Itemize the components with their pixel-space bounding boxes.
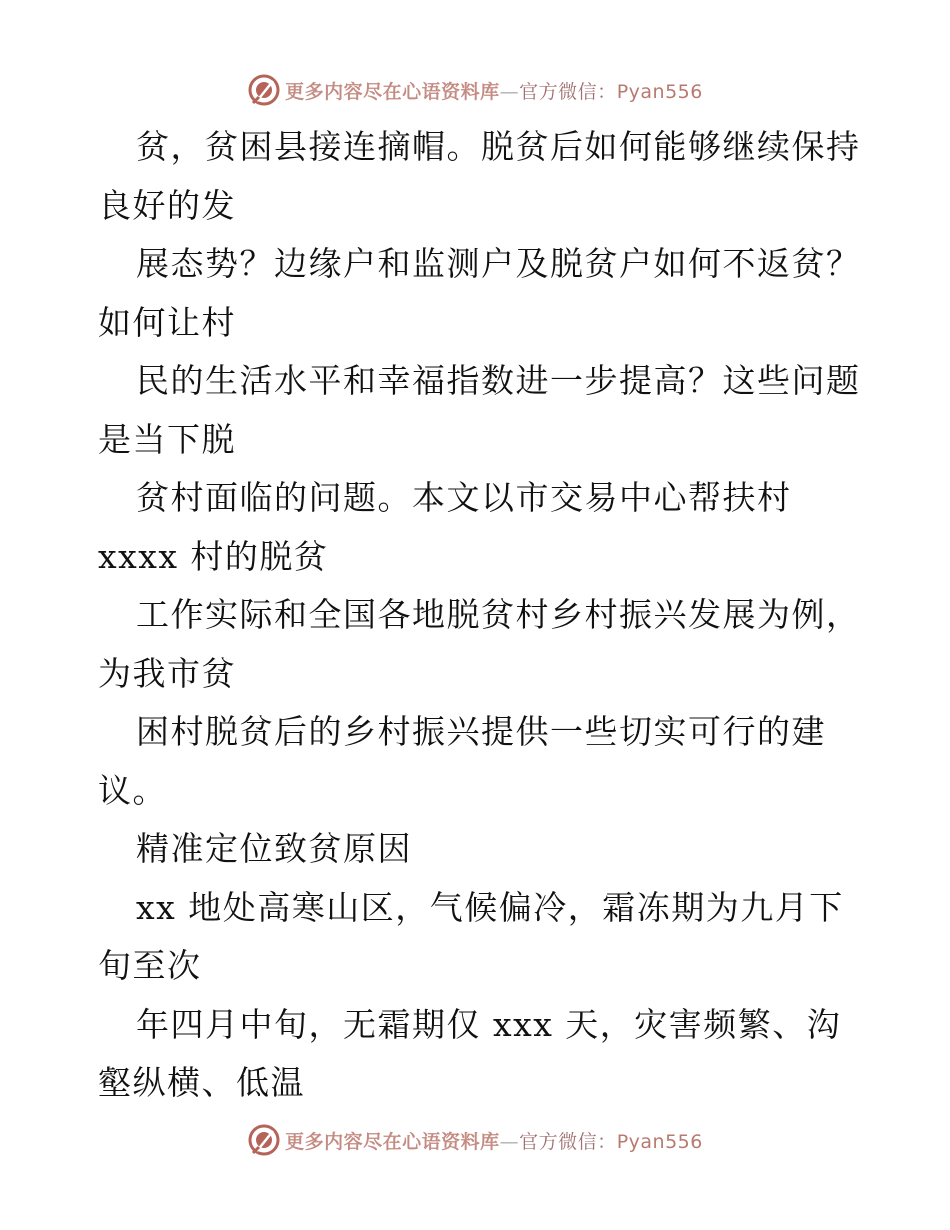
body-line: 贫，贫困县接连摘帽。脱贫后如何能够继续保持 <box>136 127 861 166</box>
header-banner <box>0 70 950 110</box>
footer-separator: — <box>499 1130 520 1153</box>
body-line: 为我市贫 <box>98 653 236 693</box>
body-line: 壑纵横、低温 <box>98 1063 305 1102</box>
footer-brand-name: 更多内容尽在心语资料库 <box>285 1130 500 1153</box>
body-line: 展态势？边缘户和监测户及脱贫户如何不返贫？ <box>136 244 861 283</box>
footer-banner-text <box>285 1127 703 1154</box>
footer-account-id: Pyan556 <box>616 1130 703 1153</box>
header-banner-text <box>285 77 703 104</box>
header-brand-name: 更多内容尽在心语资料库 <box>285 80 500 103</box>
seal-logo-icon <box>247 73 281 107</box>
body-line: 贫村面临的问题。本文以市交易中心帮扶村 <box>136 478 792 517</box>
body-line: xx 地处高寒山区，气候偏冷，霜冻期为九月下 <box>136 887 844 927</box>
body-line: 年四月中旬，无霜期仅 xxx 天，灾害频繁、沟 <box>136 1004 842 1044</box>
body-line: 困村脱贫后的乡村振兴提供一些切实可行的建 <box>136 712 826 751</box>
header-account-id: Pyan556 <box>616 80 703 103</box>
body-line: 议。 <box>98 770 167 810</box>
header-separator: — <box>499 80 520 103</box>
body-line: 旬至次 <box>98 946 202 985</box>
body-line: 是当下脱 <box>98 419 236 459</box>
seal-logo-icon <box>247 1123 281 1157</box>
body-line: 良好的发 <box>98 185 236 225</box>
header-account-label: 官方微信： <box>519 80 617 103</box>
body-line: 民的生活水平和幸福指数进一步提高？这些问题 <box>136 361 861 400</box>
footer-account-label: 官方微信： <box>519 1130 617 1153</box>
section-heading: 精准定位致贫原因 <box>136 829 412 868</box>
document-body <box>98 118 861 1113</box>
body-line: xxxx 村的脱贫 <box>98 536 329 576</box>
body-line: 如何让村 <box>98 302 236 342</box>
body-line: 工作实际和全国各地脱贫村乡村振兴发展为例， <box>136 595 861 634</box>
footer-banner <box>0 1120 950 1160</box>
